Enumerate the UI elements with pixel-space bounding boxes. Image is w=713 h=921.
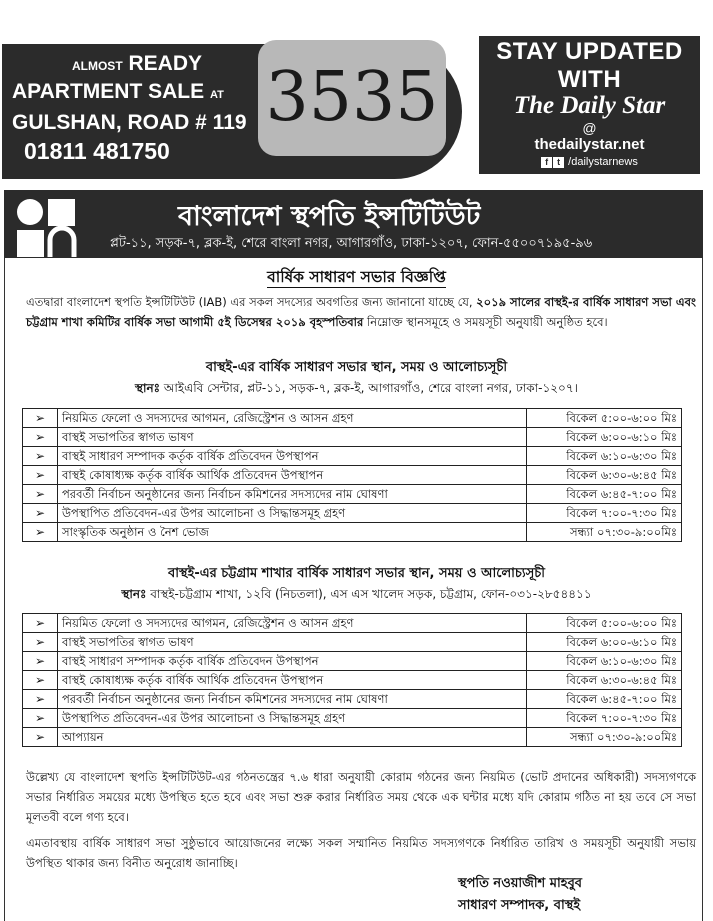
agenda-item: বাস্থই কোষাধ্যক্ষ কর্তৃক বার্ষিক আর্থিক প্রতিবেদন উপস্থাপন xyxy=(58,466,527,485)
intro-text-1: এতদ্বারা বাংলাদেশ স্থপতি ইন্সটিটিউট (IAB) এর সকল সদস্যের অবগতির জন্য জানানো যাচ্ছে যে, xyxy=(26,295,477,309)
intro-text-bold: ২০১৯ সালের বাস্থই-র বার্ষিক সাধারণ সভা এবং চট্টগ্রাম শাখা কমিটির বার্ষিক সভা আগামী ৫ই ডিসেম্বর ২০১৯ বৃহস্পতিবার xyxy=(26,295,696,329)
schedule-row xyxy=(23,428,682,447)
agenda-item: বাস্থই কোষাধ্যক্ষ কর্তৃক বার্ষিক আর্থিক প্রতিবেদন উপস্থাপন xyxy=(58,671,527,690)
apartment-sale-ad-text xyxy=(8,52,266,167)
schedule-row xyxy=(23,671,682,690)
signature-block xyxy=(458,873,698,917)
agenda-item: বাস্থই সভাপতির স্বাগত ভাষণ xyxy=(58,428,527,447)
agenda-time: বিকেল ৬:৩০-৬:৪৫ মিঃ xyxy=(527,466,682,485)
agenda-item: পরবর্তী নির্বাচন অনুষ্ঠানের জন্য নির্বাচন কমিশনের সদস্যদের নাম ঘোষণা xyxy=(58,690,527,709)
schedule-row xyxy=(23,690,682,709)
ad-almost: ALMOST xyxy=(71,59,123,73)
arrow-bullet-icon: ➢ xyxy=(23,409,58,428)
section1-venue xyxy=(0,379,713,397)
notice-title-text: বার্ষিক সাধারণ সভার বিজ্ঞপ্তি xyxy=(267,268,446,286)
arrow-bullet-icon: ➢ xyxy=(23,485,58,504)
schedule-row xyxy=(23,523,682,542)
agenda-time: বিকেল ৬:৩০-৬:৪৫ মিঃ xyxy=(527,671,682,690)
agenda-time: বিকেল ৭:০০-৭:৩০ মিঃ xyxy=(527,709,682,728)
agenda-item: সাংস্কৃতিক অনুষ্ঠান ও নৈশ ভোজ xyxy=(58,523,527,542)
agenda-time: বিকেল ৫:০০-৬:০০ মিঃ xyxy=(527,409,682,428)
section2-venue-text: বাস্থই-চট্টগ্রাম শাখা, ১২বি (নিচতলা), এস এস খালেদ সড়ক, চট্টগ্রাম, ফোন-০৩১-২৮৫৪৪১১ xyxy=(150,587,592,601)
ad-at: AT xyxy=(209,89,224,101)
agenda-item: নিয়মিত ফেলো ও সদস্যদের আগমন, রেজিস্ট্রেশন ও আসন গ্রহণ xyxy=(58,614,527,633)
section2-heading: বাস্থই-এর চট্টগ্রাম শাখার বার্ষিক সাধারণ সভার স্থান, সময় ও আলোচ্যসূচী xyxy=(167,566,546,581)
notice-intro xyxy=(26,292,696,332)
ad-line-3: GULSHAN, ROAD # 119 xyxy=(12,111,247,134)
schedule-row xyxy=(23,447,682,466)
arrow-bullet-icon: ➢ xyxy=(23,652,58,671)
section1-venue-label: স্থানঃ xyxy=(135,381,161,395)
arrow-bullet-icon: ➢ xyxy=(23,447,58,466)
twitter-icon: t xyxy=(553,157,564,168)
agenda-time: বিকেল ৬:১০-৬:৩০ মিঃ xyxy=(527,447,682,466)
arrow-bullet-icon: ➢ xyxy=(23,504,58,523)
ad-url: thedailystar.net xyxy=(534,136,645,153)
arrow-bullet-icon: ➢ xyxy=(23,728,58,747)
agenda-item: বাস্থই সাধারণ সম্পাদক কর্তৃক বার্ষিক প্রতিবেদন উপস্থাপন xyxy=(58,652,527,671)
ad-at-sign: @ xyxy=(582,120,597,136)
agenda-time: বিকেল ৬:৪৫-৭:০০ মিঃ xyxy=(527,690,682,709)
schedule-row xyxy=(23,633,682,652)
arrow-bullet-icon: ➢ xyxy=(23,690,58,709)
schedule-row xyxy=(23,409,682,428)
agenda-item: নিয়মিত ফেলো ও সদস্যদের আগমন, রেজিস্ট্রেশন ও আসন গ্রহণ xyxy=(58,409,527,428)
arrow-bullet-icon: ➢ xyxy=(23,709,58,728)
agenda-item: আপ্যায়ন xyxy=(58,728,527,747)
agenda-time: বিকেল ৭:০০-৭:৩০ মিঃ xyxy=(527,504,682,523)
notice-title xyxy=(0,265,713,291)
ad-line-2 xyxy=(8,78,266,109)
section2-venue-label: স্থানঃ xyxy=(121,587,147,601)
section2-venue xyxy=(0,585,713,603)
arrow-bullet-icon: ➢ xyxy=(23,466,58,485)
arrow-bullet-icon: ➢ xyxy=(23,428,58,447)
section2-schedule-table xyxy=(22,613,682,747)
agenda-time: বিকেল ৬:০০-৬:১০ মিঃ xyxy=(527,633,682,652)
ad-number: 3535 xyxy=(265,58,439,137)
ad-with: WITH xyxy=(557,66,622,93)
ad-phone: 01811 481750 xyxy=(24,138,170,164)
ad-apartment-sale: APARTMENT SALE xyxy=(12,80,205,103)
intro-text-2: নিম্নোক্ত স্থানসমূহে ও সময়সূচী অনুযায়ী অনুষ্ঠিত হবে। xyxy=(363,315,608,329)
schedule-row xyxy=(23,504,682,523)
schedule-row xyxy=(23,485,682,504)
arrow-bullet-icon: ➢ xyxy=(23,633,58,652)
institute-address: প্লট-১১, সড়ক-৭, ব্লক-ই, শেরে বাংলা নগর, আগারগাঁও, ঢাকা-১২০৭, ফোন-৫৫০০৭১৯৫-৯৬ xyxy=(110,236,593,251)
agenda-time: বিকেল ৬:১০-৬:৩০ মিঃ xyxy=(527,652,682,671)
agenda-item: বাস্থই সভাপতির স্বাগত ভাষণ xyxy=(58,633,527,652)
agenda-item: উপস্থাপিত প্রতিবেদন-এর উপর আলোচনা ও সিদ্ধান্তসমূহ গ্রহণ xyxy=(58,504,527,523)
ad-social-handle: /dailystarnews xyxy=(568,156,638,168)
facebook-icon: f xyxy=(541,157,552,168)
agenda-time: বিকেল ৬:০০-৬:১০ মিঃ xyxy=(527,428,682,447)
schedule-row xyxy=(23,466,682,485)
ad-ready: READY xyxy=(128,52,203,75)
attendance-request: এমতাবস্থায় বার্ষিক সাধারণ সভা সুষ্ঠুভাবে আয়োজনের লক্ষ্যে সকল সম্মানিত নিয়মিত সদস্যগণকে নির্ধারিত তারিখ ও সময়সূচী অনুযায়ী সভায় উপস্থিত থাকার জন্য বিনীত অনুরোধ জানাচ্ছি। xyxy=(26,836,696,870)
arrow-bullet-icon: ➢ xyxy=(23,671,58,690)
schedule-row xyxy=(23,652,682,671)
schedule-row xyxy=(23,614,682,633)
institute-name: বাংলাদেশ স্থপতি ইন্সটিটিউট xyxy=(178,201,481,232)
agenda-time: সন্ধ্যা ০৭:৩০-৯:০০মিঃ xyxy=(527,728,682,747)
iab-logo-icon xyxy=(14,196,78,260)
agenda-time: বিকেল ৬:৪৫-৭:০০ মিঃ xyxy=(527,485,682,504)
section1-venue-text: আইএবি সেন্টার, প্লট-১১, সড়ক-৭, ব্লক-ই, আগারগাঁও, শেরে বাংলা নগর, ঢাকা-১২০৭। xyxy=(163,381,578,395)
section1-heading: বাস্থই-এর বার্ষিক সাধারণ সভার স্থান, সময় ও আলোচ্যসূচী xyxy=(205,360,508,375)
schedule-row xyxy=(23,728,682,747)
section1-schedule-table xyxy=(22,408,682,542)
schedule-row xyxy=(23,709,682,728)
ad-stay-updated: STAY UPDATED xyxy=(496,38,683,65)
daily-star-logo: The Daily Star xyxy=(513,92,666,119)
agenda-item: বাস্থই সাধারণ সম্পাদক কর্তৃক বার্ষিক প্রতিবেদন উপস্থাপন xyxy=(58,447,527,466)
agenda-time: সন্ধ্যা ০৭:৩০-৯:০০মিঃ xyxy=(527,523,682,542)
agenda-item: উপস্থাপিত প্রতিবেদন-এর উপর আলোচনা ও সিদ্ধান্তসমূহ গ্রহণ xyxy=(58,709,527,728)
daily-star-ad xyxy=(479,36,700,174)
agenda-item: পরবর্তী নির্বাচন অনুষ্ঠানের জন্য নির্বাচন কমিশনের সদস্যদের নাম ঘোষণা xyxy=(58,485,527,504)
agenda-time: বিকেল ৫:০০-৬:০০ মিঃ xyxy=(527,614,682,633)
signer-name: স্থপতি নওয়াজীশ মাহবুব xyxy=(458,876,583,891)
signer-designation: সাধারণ সম্পাদক, বাস্থই xyxy=(458,898,581,913)
ad-social xyxy=(479,154,700,170)
arrow-bullet-icon: ➢ xyxy=(23,523,58,542)
quorum-note: উল্লেখ্য যে বাংলাদেশ স্থপতি ইন্সটিটিউট-এর গঠনতন্ত্রের ৭.৬ ধারা অনুযায়ী কোরাম গঠনের জন্য নিয়মিত (ভোট প্রদানের অধিকারী) সদস্যগণকে সভার নির্ধারিত সময়ের মধ্যে উপস্থিত হতে হবে এবং সভা শুরু করার নির্ধারিত সময় থেকে এক ঘন্টার মধ্যে যদি কোরাম গঠিত না হয় তবে সে সভা মূলতবী বলে গণ্য হবে। xyxy=(26,770,696,824)
ad-line-1 xyxy=(8,52,266,78)
arrow-bullet-icon: ➢ xyxy=(23,614,58,633)
